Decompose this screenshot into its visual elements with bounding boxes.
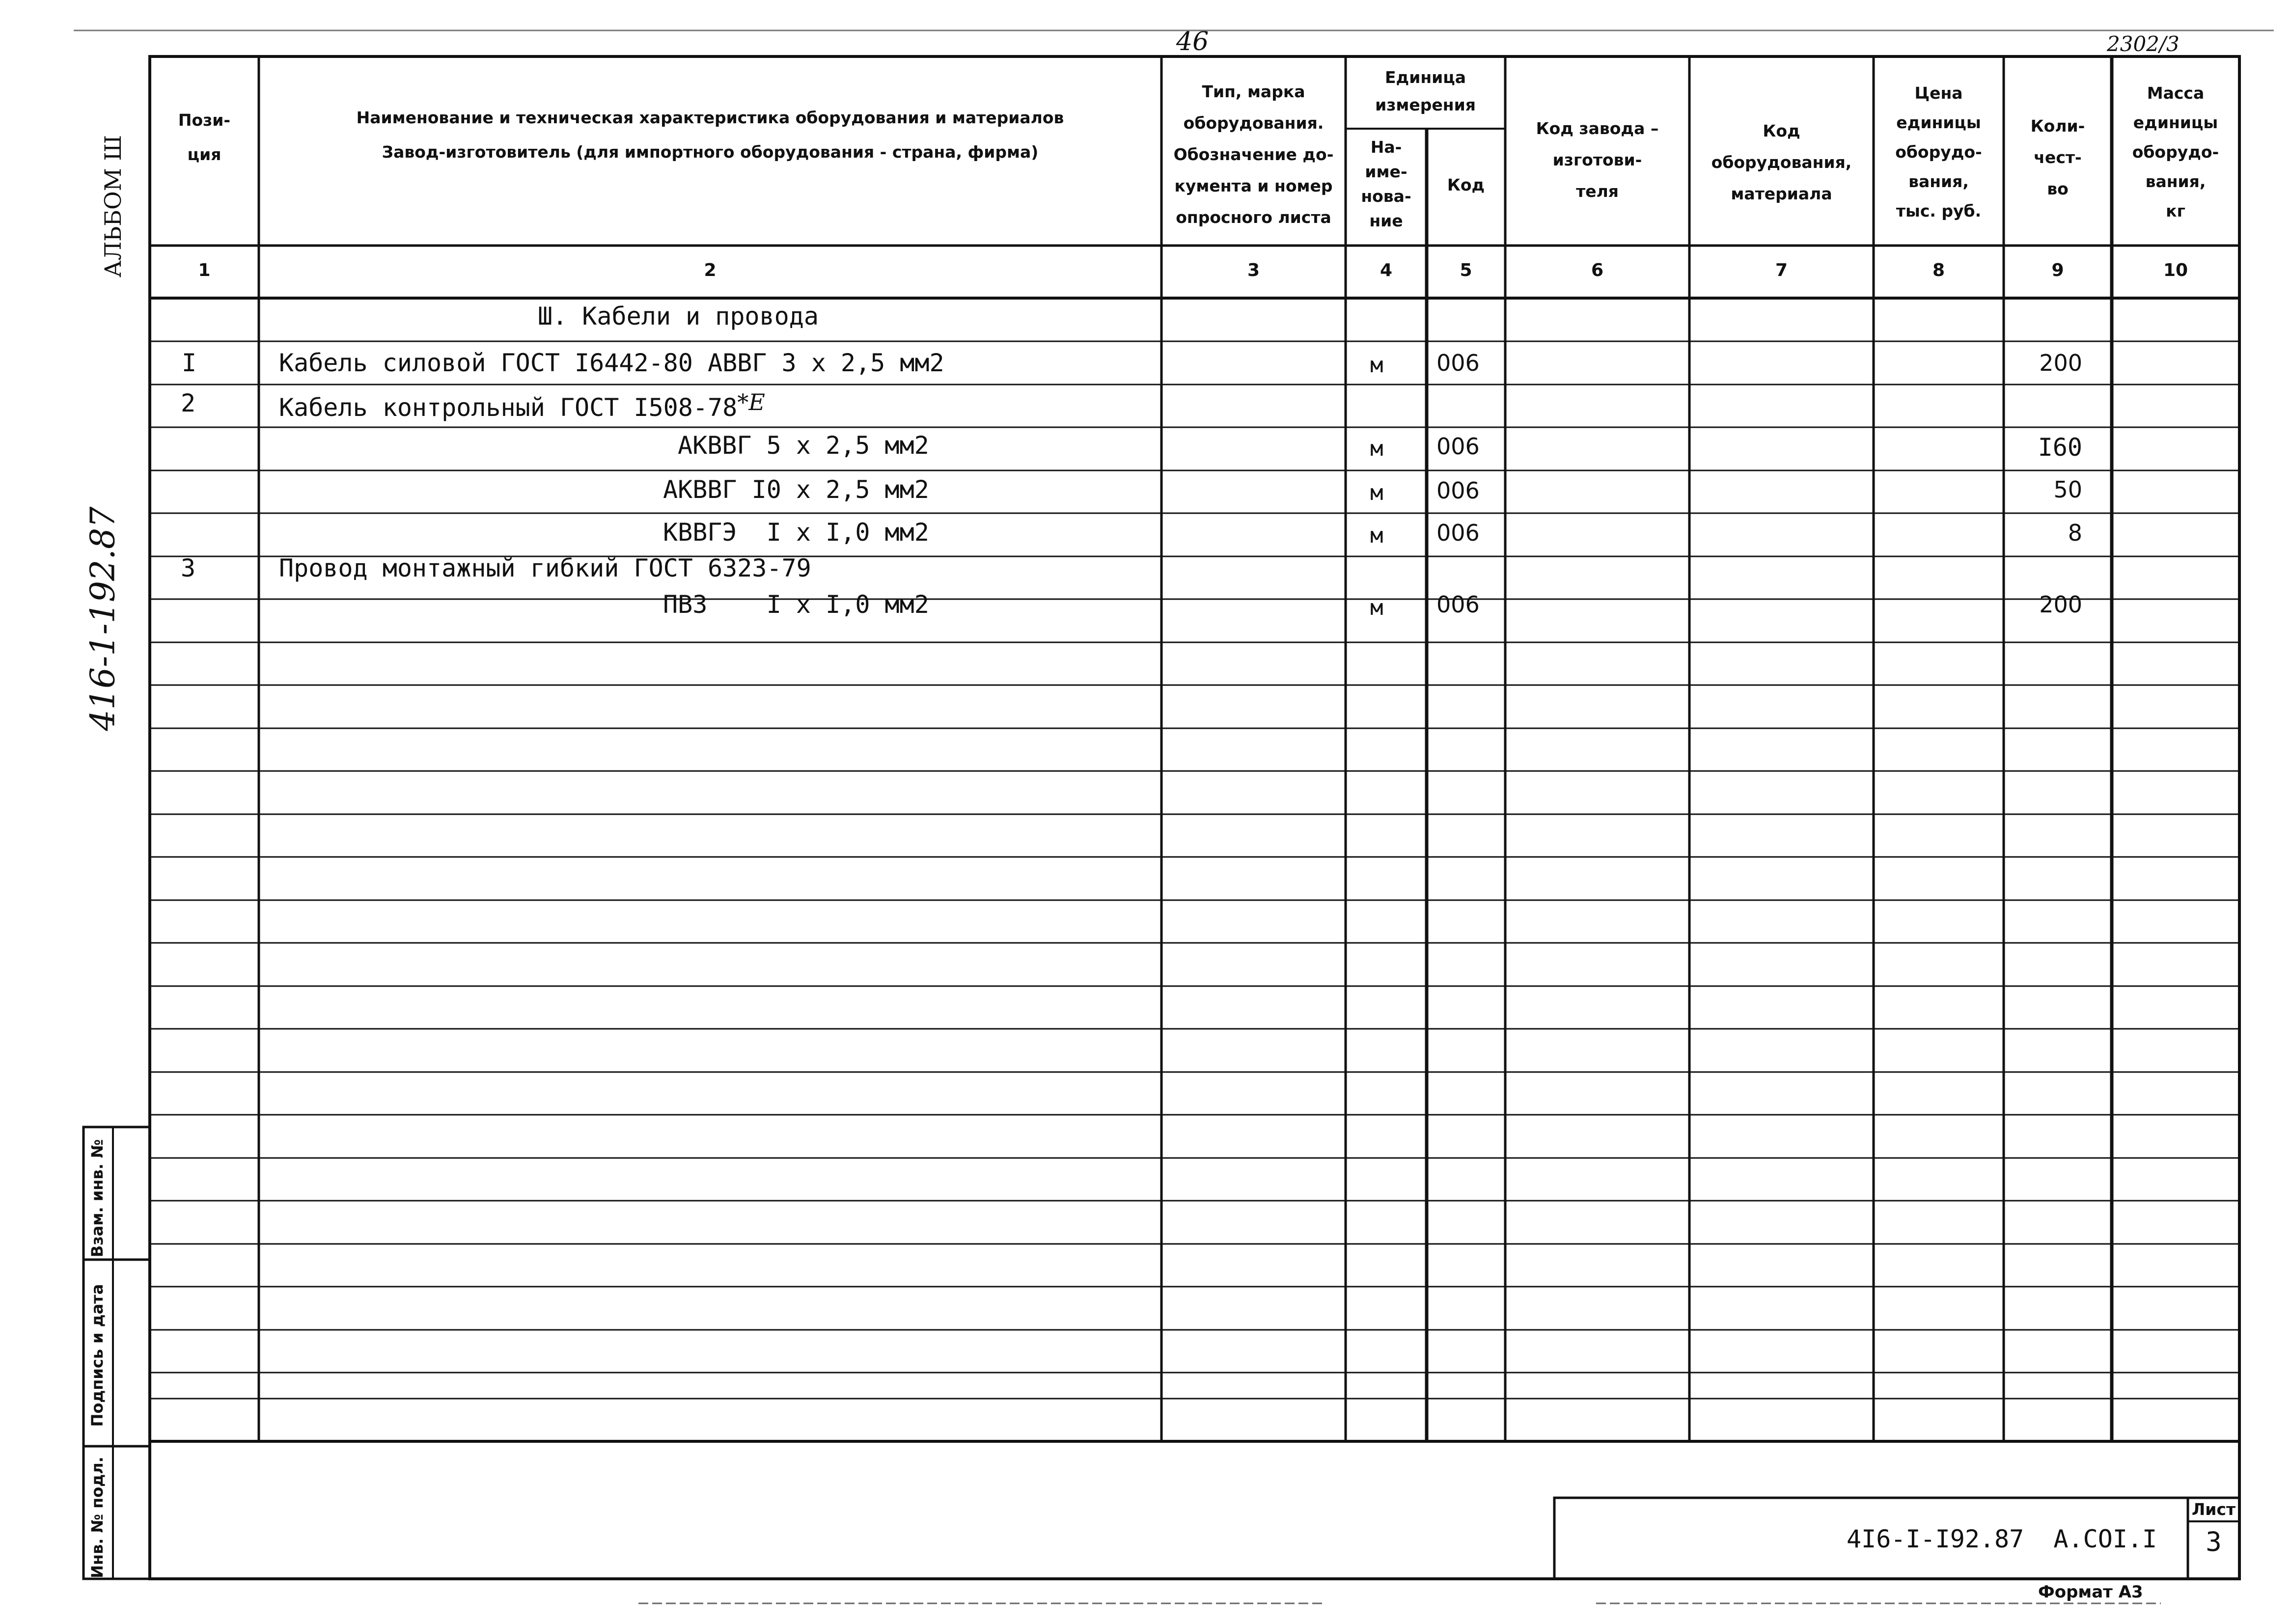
page-number-handwritten: 46 — [1176, 27, 1209, 56]
table-row-position: I — [182, 349, 197, 377]
table-row-quantity: 50 — [2053, 476, 2082, 503]
table-row-name: ПВ3 I x I,0 мм2 — [663, 590, 929, 619]
table-row-position: 3 — [181, 554, 196, 582]
table-row-quantity: 200 — [2039, 350, 2082, 376]
header-col-6: Код завода – изготови- теля — [1536, 119, 1659, 201]
left-stamp-text-b: Подпись и дата — [88, 1284, 107, 1427]
table-row-code: 006 — [1436, 520, 1480, 546]
sheet-label: Лист — [2191, 1500, 2236, 1519]
table-row-code: 006 — [1436, 350, 1480, 376]
table-row-quantity: I60 — [2038, 433, 2082, 462]
header-col-3: Тип, марка оборудования. Обозначение до- кумента и номер опросного листа — [1173, 82, 1334, 227]
left-stamp-text-a: Взам. инв. № — [88, 1139, 107, 1258]
header-col-2: Наименование и техническая характеристика оборудования и материалов Завод-изготовитель (для импортного оборудования - страна, фирма) — [356, 108, 1064, 162]
column-number-8: 8 — [1932, 260, 1945, 280]
table-row-code: 006 — [1436, 433, 1480, 460]
header-col-7: Код оборудования, материала — [1711, 121, 1852, 203]
column-number-5: 5 — [1460, 260, 1472, 280]
table-row-position: 2 — [181, 389, 196, 417]
column-number-1: 1 — [198, 260, 211, 280]
table-row-unit: м — [1370, 436, 1383, 461]
table-row-name: Кабель силовой ГОСТ I6442-80 АВВГ 3 x 2,5 мм2 — [279, 349, 944, 377]
table-row-name: АКВВГ I0 x 2,5 мм2 — [663, 475, 929, 504]
document-code: 4I6-I-I92.87 А.СОI.I — [1847, 1525, 2157, 1553]
table-row-name: Провод монтажный гибкий ГОСТ 6323-79 — [279, 554, 811, 582]
header-col-8: Цена единицы оборудо- вания, тыс. руб. — [1895, 83, 1982, 220]
table-row-unit: м — [1370, 523, 1383, 548]
table-row-name — [279, 389, 765, 422]
format-label: Формат А3 — [2038, 1582, 2143, 1602]
column-number-7: 7 — [1775, 260, 1788, 280]
column-number-4: 4 — [1380, 260, 1393, 280]
archive-number-handwritten: 2302/3 — [2107, 32, 2180, 56]
table-row-unit: м — [1370, 480, 1383, 505]
header-col-9: Коли- чест- во — [2030, 116, 2085, 198]
header-col-5: Код — [1447, 175, 1485, 194]
table-row-quantity: 8 — [2068, 520, 2082, 546]
header-col-1: Пози- ция — [178, 110, 231, 164]
table-row-code: 006 — [1436, 477, 1480, 504]
column-number-2: 2 — [704, 260, 717, 280]
column-number-6: 6 — [1591, 260, 1604, 280]
column-number-3: 3 — [1247, 260, 1260, 280]
left-stamp-text-c: Инв. № подл. — [88, 1457, 107, 1578]
column-number-10: 10 — [2163, 260, 2188, 280]
sheet-number: 3 — [2206, 1526, 2222, 1557]
table-row-unit: м — [1370, 353, 1383, 378]
table-row-unit: м — [1370, 595, 1383, 620]
table-row-quantity: 200 — [2039, 591, 2082, 618]
column-number-9: 9 — [2051, 260, 2064, 280]
project-code-handwritten: 416-1-192.87 — [83, 506, 123, 731]
header-col-10: Масса единицы оборудо- вания, кг — [2132, 83, 2219, 220]
table-row-name-text: Кабель контрольный ГОСТ I508-78 — [279, 393, 738, 422]
header-col-4: На- име- нова- ние — [1361, 138, 1411, 230]
album-label: АЛЬБОМ Ш — [100, 135, 126, 277]
section-heading: Ш. Кабели и провода — [538, 302, 819, 330]
table-row-code: 006 — [1436, 591, 1480, 618]
table-row-name-suffix: *Е — [737, 389, 765, 415]
header-unit-group: Единица измерения — [1375, 68, 1476, 114]
table-row-name: АКВВГ 5 x 2,5 мм2 — [678, 431, 929, 460]
table-row-name: КВВГЭ I x I,0 мм2 — [663, 518, 929, 547]
